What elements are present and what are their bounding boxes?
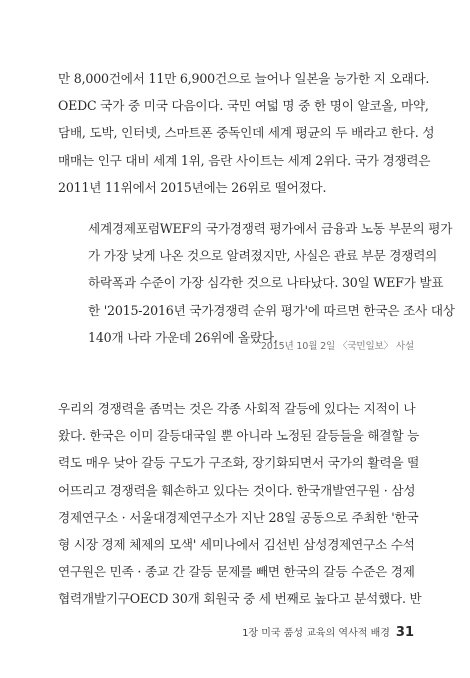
text-line: 매매는 인구 대비 세계 1위, 음란 사이트는 세계 2위다. 국가 경쟁력은 bbox=[58, 152, 431, 168]
running-footer-chapter: 1장 미국 품성 교육의 역사적 배경 bbox=[242, 628, 390, 639]
text-line: 만 8,000건에서 11만 6,900건으로 늘어나 일본을 능가한 지 오래다. bbox=[58, 71, 430, 86]
text-line: 협력개발기구OECD 30개 회원국 중 세 번째로 높다고 분석했다. 반 bbox=[58, 591, 422, 607]
text-line: 우리의 경쟁력을 좀먹는 것은 각종 사회적 갈등에 있다는 지적이 나 bbox=[58, 401, 416, 416]
quote-line: 가 가장 낮게 나온 것으로 알려졌지만, 사실은 관료 부문 경쟁력의 bbox=[88, 248, 438, 264]
text-line: 경제연구소 · 서울대경제연구소가 지난 28일 공동으로 주최한 '한국 bbox=[58, 509, 419, 525]
text-line: 력도 매우 낮아 갈등 구도가 구조화, 장기화되면서 국가의 활력을 떨 bbox=[58, 455, 420, 471]
quote-line: 세계경제포럼WEF의 국가경쟁력 평가에서 금융과 노동 부문의 평가 bbox=[88, 221, 453, 236]
quote-line: 하락폭과 수준이 가장 심각한 것으로 나타났다. 30일 WEF가 발표 bbox=[88, 275, 444, 291]
text-line: 어뜨리고 경쟁력을 훼손하고 있다는 것이다. 한국개발연구원 · 삼성 bbox=[58, 482, 416, 498]
block-quote bbox=[88, 215, 455, 351]
body-paragraph-1 bbox=[58, 65, 435, 201]
text-line: 연구원은 민족 · 종교 간 갈등 문제를 빼면 한국의 갈등 수준은 경제 bbox=[58, 564, 415, 580]
text-line: 2011년 11위에서 2015년에는 26위로 떨어졌다. bbox=[58, 179, 327, 195]
text-line: OEDC 국가 중 미국 다음이다. 국민 여덟 명 중 한 명이 알코올, 마약, bbox=[58, 98, 429, 114]
page-footer bbox=[242, 624, 414, 640]
text-line: 형 시장 경제 체제의 모색' 세미나에서 김선빈 삼성경제연구소 수석 bbox=[58, 537, 415, 553]
quote-line: 한 '2015-2016년 국가경쟁력 순위 평가'에 따르면 한국은 조사 대상 bbox=[88, 302, 455, 318]
body-paragraph-2 bbox=[58, 395, 422, 613]
quote-source: 2015년 10월 2일 〈국민일보〉 사설 bbox=[260, 341, 414, 352]
quote-line: 140개 나라 가운데 26위에 올랐다. bbox=[88, 329, 278, 345]
page-number: 31 bbox=[395, 625, 414, 640]
text-line: 담배, 도박, 인터넷, 스마트폰 중독인데 세계 평균의 두 배라고 한다. 성 bbox=[58, 125, 435, 141]
text-line: 왔다. 한국은 이미 갈등대국일 뿐 아니라 노정된 갈등들을 해결할 능 bbox=[58, 428, 420, 444]
